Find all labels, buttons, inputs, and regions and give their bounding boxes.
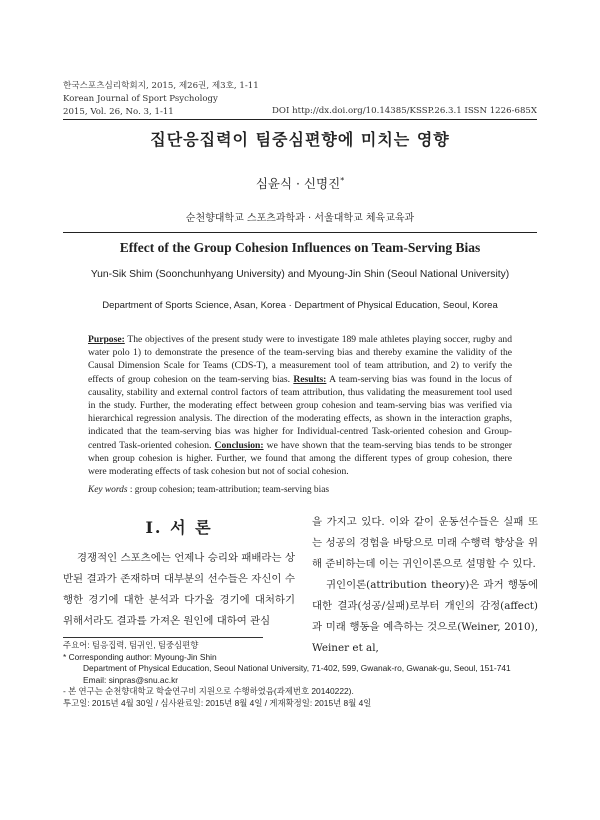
authors-korean: 심윤식 · 신명진* (255, 175, 345, 191)
footnote-rule (63, 637, 263, 638)
header-rule (63, 119, 537, 120)
abstract-conclusion-label: Conclusion: (214, 439, 264, 451)
section-title: I. 서 론 (145, 518, 213, 537)
abstract-purpose-text: The objectives of the present study were to investigate 189 male athletes playing soccer, rugby and water polo 1) to demonstrate the presence of the team-serving bias and thereby examine the validity of the Causal Dimension Scale for Teams (CDS-T), a measurement tool of team attribution, and 2) to verify the effects of group cohesion on the team-serving bias. (88, 334, 512, 385)
journal-name-korean: 한국스포츠심리학회지, 2015, 제26권, 제3호, 1-11 (63, 81, 259, 91)
abstract-purpose-label: Purpose: (88, 334, 125, 345)
footnote-funding: - 본 연구는 순천향대학교 학술연구비 지원으로 수행하였음(과제번호 20140222). (63, 686, 354, 697)
body-right-column (312, 512, 538, 659)
keywords-text: : group cohesion; team-attribution; team-serving bias (127, 485, 330, 495)
keywords (88, 485, 329, 495)
footnotes (63, 640, 543, 710)
body-paragraph: 을 가지고 있다. 이와 같이 운동선수들은 실패 또는 성공의 경험을 바탕으로 미래 수행력 향상을 위해 준비하는데 이는 귀인이론으로 설명할 수 있다. (312, 516, 538, 570)
body-paragraph: 경쟁적인 스포츠에는 언제나 승리와 패배라는 상반된 결과가 존재하며 대부분의 선수들은 자신이 수행한 경기에 대한 분석과 다가올 경기에 대처하기 위해서라도 결과를 가져온 원인에 대하여 관심 (63, 552, 295, 627)
footnote-dates: 투고일: 2015년 4월 30일 / 심사완료일: 2015년 8월 4일 / 게재확정일: 2015년 8월 4일 (63, 697, 372, 708)
journal-name-english: Korean Journal of Sport Psychology (63, 94, 218, 104)
body-left-column (63, 509, 295, 632)
journal-volume: 2015, Vol. 26, No. 3, 1-11 (63, 107, 174, 117)
authors-english: Yun-Sik Shim (Soonchunhyang University) and Myoung-Jin Shin (Seoul National University) (90, 269, 510, 280)
title-english: Effect of the Group Cohesion Influences on Team-Serving Bias (119, 240, 481, 255)
body-paragraph: 귀인이론(attribution theory)은 과거 행동에 대한 결과(성공/실패)로부터 개인의 감정(affect)과 미래 행동을 예측하는 것으로(Weiner, 2010), Weiner et al, (312, 579, 538, 654)
footnote-corresponding: * Corresponding author: Myoung-Jin Shin (63, 651, 217, 662)
title-korean: 집단응집력이 팀중심편향에 미치는 영향 (150, 130, 450, 149)
keywords-label: Key words (88, 485, 128, 495)
affiliation-english: Department of Sports Science, Asan, Korea · Department of Physical Education, Seoul, Korea (102, 300, 498, 311)
abstract-conclusion-text: we have shown that the team-serving bias tends to be stronger when group cohesion is higher. Further, we found that among the different types of group cohesion, there were moderating effects of task cohesion but not of social cohesion. (88, 439, 512, 478)
affiliation-korean: 순천향대학교 스포츠과학과 · 서울대학교 체육교육과 (185, 213, 415, 224)
abstract (88, 333, 512, 478)
footnote-keywords: 주요어: 팀응집력, 팀귀인, 팀중심편향 (63, 640, 199, 650)
footnote-email: Email: sinpras@snu.ac.kr (83, 674, 179, 685)
title-rule (63, 232, 537, 233)
footnote-address: Department of Physical Education, Seoul National University, 71-402, 599, Gwanak-ro, Gwanak-gu, Seoul, 151-741 (83, 663, 511, 674)
abstract-results-text: A team-serving bias was found in the locus of causality, stability and external control factors of team attribution, thus validating the measurement tool used in the study. Further, the moderating effect between group cohesion and team-serving bias was verified via hierarchical regression analysis. The direction of the moderating effects, as shown in the interaction graphs, indicated that the team-serving bias was higher for Individual-centred Task-oriented cohesion and Group-centred Task-oriented cohesion. (88, 373, 512, 451)
abstract-results-label: Results: (293, 373, 327, 385)
doi-issn: DOI http://dx.doi.org/10.14385/KSSP.26.3.1 ISSN 1226-685X (272, 106, 537, 116)
